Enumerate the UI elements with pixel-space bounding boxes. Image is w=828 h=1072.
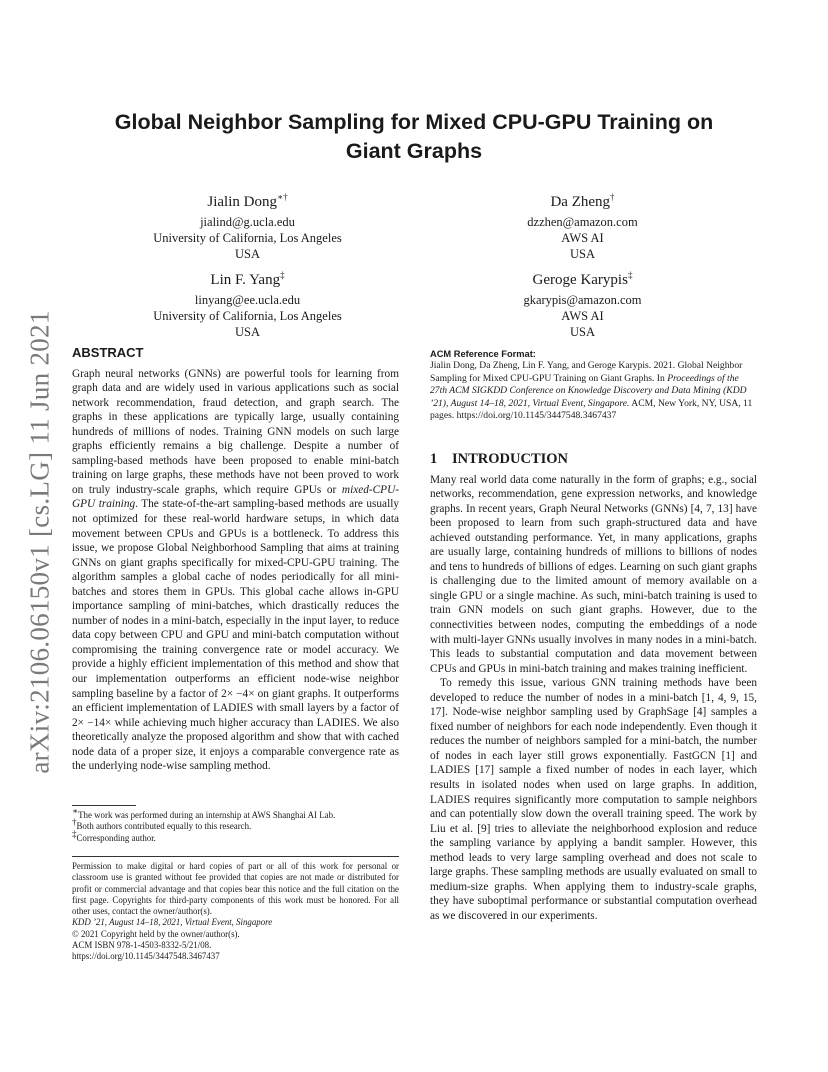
section-number: 1 — [430, 451, 438, 467]
author-marks: ‡ — [627, 270, 633, 280]
acm-reference — [430, 348, 757, 423]
footnote-rule — [72, 805, 136, 806]
author-country: USA — [569, 247, 595, 261]
author-email: gkarypis@amazon.com — [523, 293, 642, 307]
author-name: Lin F. Yang‡ — [210, 270, 285, 288]
author-country: USA — [234, 247, 260, 261]
acm-reference-heading: ACM Reference Format: — [430, 349, 536, 359]
arxiv-stamp — [18, 295, 62, 790]
permission-venue: KDD ’21, August 14–18, 2021, Virtual Event, Singapore — [72, 917, 273, 928]
author-email: linyang@ee.ucla.edu — [194, 293, 301, 307]
author-country: USA — [234, 325, 260, 339]
permission-rule — [72, 856, 399, 857]
author-marks: ∗† — [276, 192, 288, 202]
author-block-4 — [470, 271, 695, 340]
permission-block — [72, 861, 399, 963]
permission-text: Permission to make digital or hard copies of part or all of this work for personal or classroom use is granted without fee provided that copies are not made or distributed for profit or commercial advantage and that copies bear this notice and the full citation on the first page. Copyrights for third-party components of this work must be honored. For all other uses, contact the owner/author(s). — [72, 861, 399, 917]
author-affiliation: University of California, Los Angeles — [153, 231, 342, 245]
permission-isbn: ACM ISBN 978-1-4503-8332-5/21/08. — [72, 940, 212, 951]
introduction-section — [430, 452, 757, 924]
title-line-1: Global Neighbor Sampling for Mixed CPU-GPU Training on — [114, 110, 714, 134]
author-name: Jialin Dong∗† — [207, 192, 288, 210]
permission-doi[interactable]: https://doi.org/10.1145/3447548.3467437 — [72, 951, 220, 962]
author-block-1 — [125, 193, 370, 262]
intro-paragraph-2: To remedy this issue, various GNN training methods have been developed to reduce the number of nodes in a mini-batch [1, 4, 9, 15, 17]. Node-wise neighbor sampling used by GraphSage [4] samples a fixed number of neighbors for each node independently. Even though it reduces the number of neighbors sampled for a mini-batch, the number of nodes in each layer still grows exponentially. FastGCN [1] and LADIES [17] sample a fixed number of nodes in each layer, which results in isolated nodes when used on large graphs. In addition, LADIES requires significantly more computation to sample neighbors and can potentially slow down the overall training speed. The work by Liu et al. [9] tries to alleviate the neighborhood explosion and reduce the sampling variance by applying a bandit sampler. However, this method leads to very large sampling overhead and does not scale to large graphs. These sampling methods are usually evaluated on small to medium-size graphs. When applying them to industry-scale graphs, they have suboptimal performance or substantial computation overhead as we discovered in our experiments. — [430, 677, 757, 922]
section-title: INTRODUCTION — [452, 451, 569, 467]
paper-title — [90, 108, 738, 166]
abstract-section — [72, 346, 399, 774]
footnote: ∗The work was performed during an internship at AWS Shanghai AI Lab. — [72, 806, 336, 820]
author-name: Da Zheng† — [550, 192, 615, 210]
author-marks: † — [610, 192, 615, 202]
footnotes — [72, 806, 399, 844]
author-block-3 — [125, 271, 370, 340]
author-email: jialind@g.ucla.edu — [200, 215, 295, 229]
permission-copyright: © 2021 Copyright held by the owner/author(s). — [72, 928, 240, 939]
title-line-2: Giant Graphs — [345, 139, 483, 163]
author-affiliation: University of California, Los Angeles — [153, 309, 342, 323]
author-block-2 — [470, 193, 695, 262]
author-name: Geroge Karypis‡ — [532, 270, 633, 288]
introduction-heading — [430, 452, 757, 467]
author-marks: ‡ — [280, 270, 285, 280]
footnote: ‡Corresponding author. — [72, 828, 156, 843]
intro-paragraph-1: Many real world data come naturally in the form of graphs; e.g., social networks, recommendation, gene expression networks, and knowledge graphs. In recent years, Graph Neural Networks (GNNs) [4, 7, 13] have been proposed to learn from such graph-structured data and have achieved outstanding performance. Yet, in many applications, graphs are usually large, containing hundreds of millions to billions of nodes and tens to hundreds of billions of edges. Learning on such giant graphs is challenging due to the limited amount of memory available on a single GPU or a single machine. As such, mini-batch training is used to train GNN models on such giant graphs. However, due to the connectivities between nodes, computing the embeddings of a node with multi-layer GNNs usually involves in many nodes in a mini-batch. This leads to substantial computation and data movement between CPUs and GPUs in mini-batch training and makes training inefficient. — [430, 473, 757, 675]
arxiv-stamp-text: arXiv:2106.06150v1 [cs.LG] 11 Jun 2021 — [24, 310, 55, 774]
footnote: †Both authors contributed equally to this research. — [72, 817, 252, 832]
abstract-heading: ABSTRACT — [72, 345, 144, 360]
acm-reference-text: Jialin Dong, Da Zheng, Lin F. Yang, and Geroge Karypis. 2021. Global Neighbor Sampling for Mixed CPU-GPU Training on Giant Graphs. In Proceedings of the 27th ACM SIGKDD Conference on Knowledge Discovery and Data Mining (KDD ’21), August 14–18, 2021, Virtual Event, Singapore. ACM, New York, NY, USA, 11 pages. https://doi.org/10.1145/3447548.3467437 — [430, 360, 753, 422]
author-affiliation: AWS AI — [561, 231, 604, 245]
author-email: dzzhen@amazon.com — [527, 215, 638, 229]
author-affiliation: AWS AI — [561, 309, 604, 323]
abstract-text: Graph neural networks (GNNs) are powerful tools for learning from graph data and are widely used in various applications such as social network recommendation, fraud detection, and graph search. The graphs in these applications are typically large, usually containing hundreds of millions of nodes. Training GNN models on such large graphs efficiently remains a big challenge. Despite a number of sampling-based methods have been proposed to enable mini-batch training on large graphs, these methods have not been proved to work on truly industry-scale graphs, which require GPUs or mixed-CPU-GPU training. The state-of-the-art sampling-based methods are usually not optimized for these real-world hardware setups, in which data movement between CPUs and GPUs is a bottleneck. To address this issue, we propose Global Neighborhood Sampling that aims at training GNNs on giant graphs specifically for mixed-CPU-GPU training. The algorithm samples a global cache of nodes periodically for all mini-batches and stores them in GPUs. This global cache allows in-GPU importance sampling of mini-batches, which drastically reduces the number of nodes in a mini-batch, especially in the input layer, to reduce data copy between CPU and GPU and mini-batch computation without compromising the training convergence rate or model accuracy. We provide a highly efficient implementation of this method and show that our implementation outperforms an efficient node-wise neighbor sampling baseline by a factor of 2× −4× on giant graphs. It outperforms an efficient implementation of LADIES with small layers by a factor of 2× −14× while achieving much higher accuracy than LADIES. We also theoretically analyze the proposed algorithm and show that with cached node data of a proper size, it enjoys a comparable convergence rate as the underlying node-wise sampling method. — [72, 367, 399, 773]
author-country: USA — [569, 325, 595, 339]
